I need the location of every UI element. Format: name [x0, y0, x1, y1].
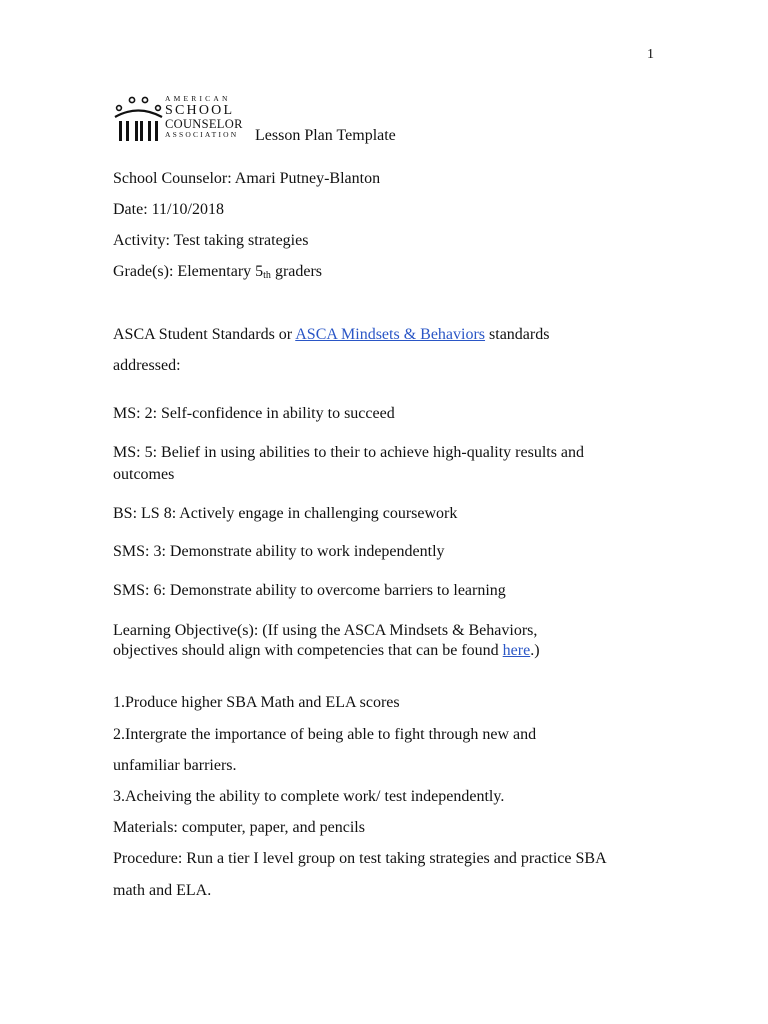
asca-mindsets-link[interactable]: ASCA Mindsets & Behaviors: [295, 326, 486, 343]
objectives-end: .): [530, 642, 540, 659]
activity-line: Activity: Test taking strategies: [113, 232, 309, 249]
objective-item-continued: unfamiliar barriers.: [113, 757, 237, 774]
objective-item: 2.Intergrate the importance of being able to fight through new and: [113, 726, 537, 743]
logo-text-association: ASSOCIATION: [165, 130, 239, 139]
here-link[interactable]: here: [502, 642, 531, 659]
standard-item-continued: outcomes: [113, 466, 175, 483]
grades-prefix: Grade(s): Elementary 5: [113, 263, 264, 280]
logo-text-counselor: COUNSELOR: [165, 116, 243, 131]
objective-item: 1.Produce higher SBA Math and ELA scores: [113, 694, 400, 711]
learning-objectives-line-1: Learning Objective(s): (If using the ASCA Mindsets & Behaviors,: [113, 622, 538, 639]
page-number: 1: [647, 47, 654, 62]
standard-item: BS: LS 8: Actively engage in challenging coursework: [113, 505, 458, 522]
standards-line-2: addressed:: [113, 357, 181, 374]
asca-logo: [113, 94, 253, 144]
standards-line: [113, 326, 549, 344]
grades-line: [113, 263, 322, 281]
logo-text-american: AMERICAN: [165, 94, 231, 103]
school-counselor-line: School Counselor: Amari Putney-Blanton: [113, 170, 381, 187]
standards-after: standards: [485, 326, 550, 343]
standard-item: SMS: 3: Demonstrate ability to work independently: [113, 543, 445, 560]
standard-item: SMS: 6: Demonstrate ability to overcome barriers to learning: [113, 582, 506, 599]
materials-line: Materials: computer, paper, and pencils: [113, 819, 365, 836]
asca-logo-mark: [113, 94, 163, 144]
objective-item: 3.Acheiving the ability to complete work/ test independently.: [113, 788, 505, 805]
template-title: Lesson Plan Template: [255, 127, 396, 144]
grades-rest: graders: [270, 263, 323, 280]
standards-before: ASCA Student Standards or: [113, 326, 296, 343]
standard-item: MS: 2: Self-confidence in ability to succeed: [113, 405, 395, 422]
procedure-line-2: math and ELA.: [113, 882, 212, 899]
grades-superscript: th: [263, 270, 271, 281]
date-line: Date: 11/10/2018: [113, 201, 224, 218]
logo-text-school: SCHOOL: [165, 102, 235, 118]
standard-item: MS: 5: Belief in using abilities to their to achieve high-quality results and: [113, 444, 585, 461]
procedure-line-1: Procedure: Run a tier I level group on test taking strategies and practice SBA: [113, 850, 607, 867]
objectives-text: objectives should align with competencies that can be found: [113, 642, 503, 659]
learning-objectives-line-2: [113, 642, 540, 660]
